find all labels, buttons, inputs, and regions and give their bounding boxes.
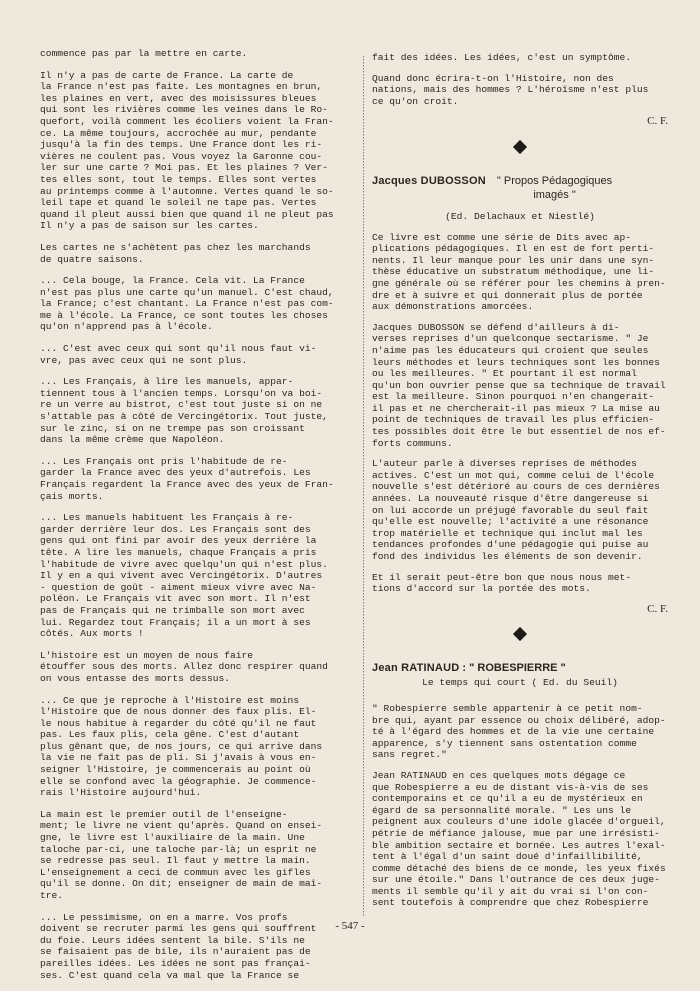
paragraph: Jacques DUBOSSON se défend d'ailleurs à di- verses reprises d'un quelconque sectarisme. " Je n'aime pas les éducateurs qui croient que seules leurs méthodes et leurs techniques sont les bonnes ou les meilleures. " Et pourtant il est normal qu'un bon ouvrier pense que sa technique de travail est la meilleure. Sinon pourquoi n'en changerait- il pas et ne chercherait-il pas mieux ? La mise au point de techniques de travail les plus efficien- tes possibles doit être le but essentiel de nos ef- forts communs.	[372, 321, 666, 449]
paragraph: " Robespierre semble appartenir à ce petit nom- bre qui, ayant par essence ou choix délibéré, adop- té à l'égard des hommes et de la vie une certaine apparence, s'y tiennent sans ostentation comme sans regret."	[372, 702, 666, 761]
signature: C. F.	[647, 115, 668, 128]
paragraph: ... Les Français ont pris l'habitude de re- garder la France avec des yeux d'autrefois. Les Français regardent la France avec des yeux de Fran- çais morts.	[40, 455, 334, 502]
review-publisher: (Ed. Delachaux et Niestlé)	[445, 210, 595, 222]
paragraph: ... Les manuels habituent les Français à re- garder derrière leur dos. Les Français sont des gens qui ont fini par avoir des yeux derrière la tête. A lire les manuels, chaque Français a pris l'habitude de vivre avec quelqu'un qui n'est plus. Il y en a qui vivent avec Vercingétorix. D'autres - question de goût - aiment mieux vivre avec Na- poléon. Le Français vit avec son mort. Il n'est pas de Français qui ne trimballe son mort avec lui. Regardez tout Français; il a un mort à ses côtés. Aux morts !	[40, 512, 328, 640]
paragraph: ... Cela bouge, la France. Cela vit. La France n'est pas plus une carte qu'un manuel. C'est chaud, la France; c'est chantant. La France n'est pas com- me à l'école. La France, ce sont toutes les choses qu'on n'apprend pas à l'école.	[40, 275, 334, 333]
paragraph: L'histoire est un moyen de nous faire étouffer sous des morts. Allez donc respirer quand on vous entasse des morts dessus.	[40, 649, 328, 684]
paragraph: Ce livre est comme une série de Dits avec ap- plications pédagogiques. Il en est de fort perti- nents. Il leur manque pour les unir dans une syn- thèse éducative un substratum méthodique, une li- gne générale où se référer pour les chemins à pren- dre et à suivre et qui donnerait plus de portée aux démonstrations amorcées.	[372, 231, 666, 313]
paragraph: Il n'y a pas de carte de France. La carte de la France n'est pas faite. Les montagnes en brun, les plaines en vert, avec des moisissures bleues qui sont les rivières comme les veines dans le Ro- quefort, voilà comment les écoliers voient la Fran- ce. La même toujours, accrochée au mur, pendante jusqu'à la fin des temps. Une France dont les ri- vières ne coulent pas. Vous voyez la Garonne cou- ler sur une carte ? Moi pas. Et les plaines ? Ver- tes elles sont, tout le temps. Elles sont vertes au printemps comme à l'automne. Vertes quand le so- leil tape et quand le soleil ne tape pas. Vertes quand il pleut aussi bien que quand il ne pleut pas Il n'y a pas de saison sur les cartes.	[40, 69, 334, 232]
paragraph: La main est le premier outil de l'enseigne- ment; le livre ne vient qu'après. Quand on ensei- gne, le livre est l'auxiliaire de la main. Une taloche par-ci, une taloche par-là; un esprit ne se redresse pas seul. Il faut y mettre la main. L'enseignement a ceci de commun avec les gifles qu'il se donne. On dit; enseigner de main de maî- tre.	[40, 808, 323, 901]
diamond-separator-icon	[513, 140, 527, 154]
review-author: Jean RATINAUD	[372, 662, 460, 675]
paragraph: ... Le pessimisme, on en a marre. Vos profs doivent se recruter parmi les gens qui souffrent du foie. Leurs idées sentent la bile. S'ils ne se faisaient pas de bile, ils n'auraient pas de pareilles idées. Les idées ne sont pas françai- ses. C'est quand cela va mal que la France se	[40, 911, 317, 981]
paragraph: Les cartes ne s'achètent pas chez les marchands de quatre saisons.	[40, 241, 311, 265]
review-work-title: " Propos Pédagogiques imagés "	[496, 174, 613, 201]
review-work-title: : " ROBESPIERRE "	[462, 662, 566, 675]
paragraph: Et il serait peut-être bon que nous nous met- tions d'accord sur la portée des mots.	[372, 571, 632, 595]
paragraph: Quand donc écrira-t-on l'Histoire, non des nations, mais des hommes ? L'héroïsme n'est plus ce qu'on croit.	[372, 72, 649, 107]
column-divider	[363, 56, 364, 916]
paragraph: commence pas par la mettre en carte.	[40, 48, 248, 59]
review-heading	[372, 174, 668, 202]
review-publisher: Le temps qui court ( Ed. du Seuil)	[422, 677, 618, 689]
right-column	[372, 52, 668, 918]
left-column	[40, 48, 358, 991]
diamond-separator-icon	[513, 627, 527, 641]
review-heading	[372, 661, 668, 675]
paragraph: L'auteur parle à diverses reprises de méthodes actives. C'est un mot qui, comme celui de l'école nouvelle s'est détérioré au cours de ces dernières années. La nouveauté risque d'être dangereuse si on lui accorde un préjugé favorable du seul fait qu'elle est nouvelle; l'activité a une résonance trop matérielle et technique qui inclut mal les tendances profondes d'une pédagogie qui puise au fond des individus les éléments de son devenir.	[372, 458, 660, 562]
paragraph: fait des idées. Les idées, c'est un symptôme.	[372, 52, 632, 63]
paragraph: ... Ce que je reproche à l'Histoire est moins l'Histoire que de nous donner des faux plis. El- le nous habitue à regarder du côté qu'il ne faut pas. Les faux plis, cela gêne. C'est d'autant plus gênant que, de nos jours, ce qui arrive dans la vie ne fait pas de pli. Si j'avais à vous en- seigner l'Histoire, je commencerais au point où elle se confond avec la géographie. Je commence- rais l'Histoire aujourd'hui.	[40, 694, 323, 799]
page-number: - 547 -	[335, 920, 365, 932]
paragraph: ... C'est avec ceux qui sont qu'il nous faut vi- vre, pas avec ceux qui ne sont plus.	[40, 343, 317, 366]
paragraph: Jean RATINAUD en ces quelques mots dégage ce que Robespierre a eu de distant vis-à-vis de ses contemporains et ce qu'il a eu de mystérieux en égard de sa personnalité morale. " Les uns le peignent aux couleurs d'une idole glacée d'orgueil, pétrie de méfiance jalouse, mue par une irrésisti- ble ambition sectaire et bornée. Les autres l'exal- tent à l'égal d'un saint doué d'infaillibilité, comme détaché des biens de ce monde, les yeux fixés sur une étoile." Dans l'outrance de ces deux juge- ments il semble qu'il y ait du vrai si l'on con- sent toutefois à comprendre que chez Robespierre	[372, 769, 666, 909]
review-author: Jacques DUBOSSON	[372, 174, 486, 187]
signature: C. F.	[647, 602, 668, 615]
paragraph: ... Les Français, à lire les manuels, appar- tiennent tous à l'ancien temps. Lorsqu'on va boi- re un verre au bistrot, c'est tout juste si on ne s'attable pas à côté de Vercingétorix. Tout juste, sur le zinc, si on ne trempe pas son croissant dans la même crème que Napoléon.	[40, 376, 328, 446]
